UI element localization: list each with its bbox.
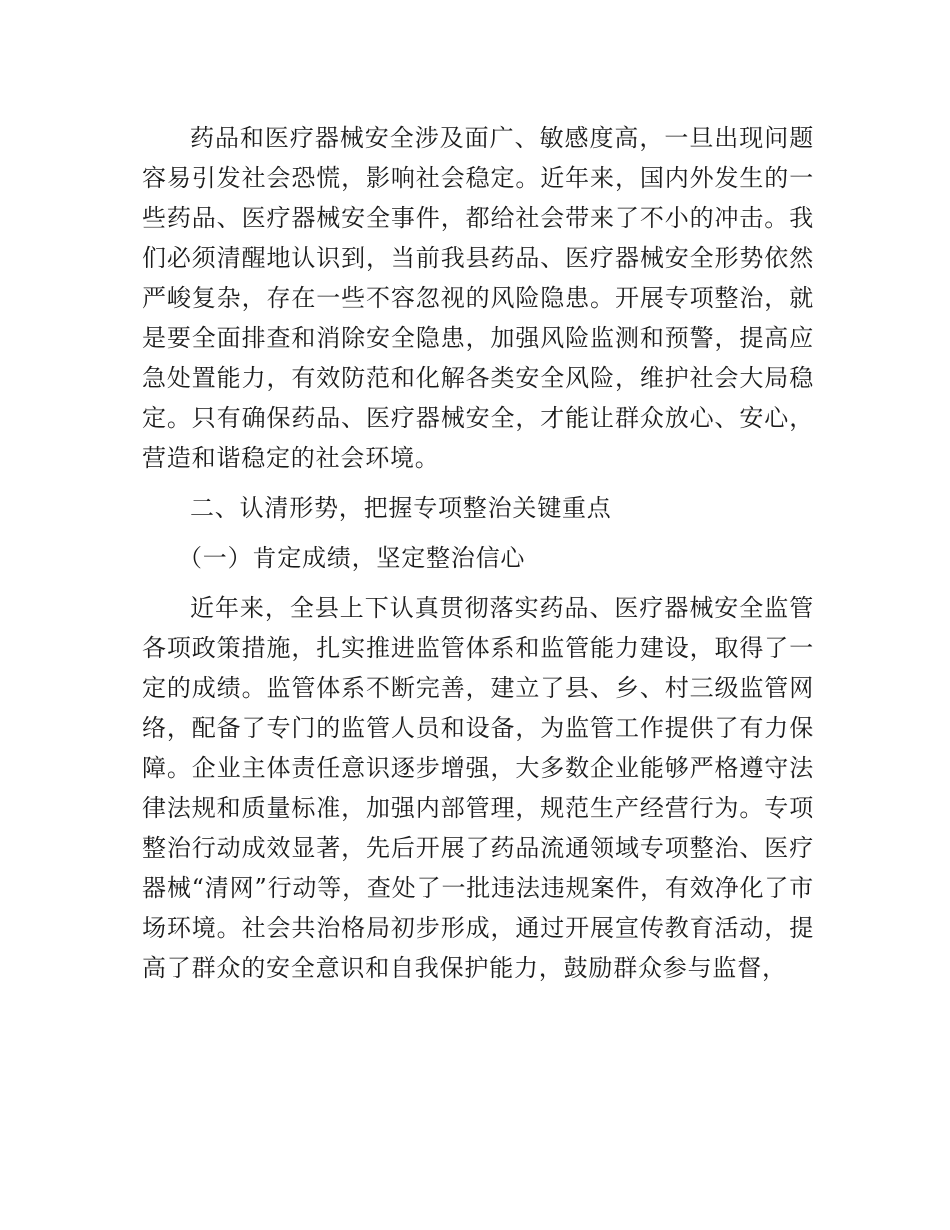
paragraph-risk-prevention: 药品和医疗器械安全涉及面广、敏感度高，一旦出现问题容易引发社会恐慌，影响社会稳定。近年来，国内外发生的一些药品、医疗器械安全事件，都给社会带来了不小的冲击。我们必须清醒地认识到，当前我县药品、医疗器械安全形势依然严峻复杂，存在一些不容忽视的风险隐患。开展专项整治，就是要全面排查和消除安全隐患，加强风险监测和预警，提高应急处置能力，有效防范和化解各类安全风险，维护社会大局稳定。只有确保药品、医疗器械安全，才能让群众放心、安心，营造和谐稳定的社会环境。	[142, 124, 814, 472]
subsection-heading-1: （一）肯定成绩，坚定整治信心	[178, 544, 526, 572]
document-body	[142, 118, 814, 998]
section-heading-2: 二、认清形势，把握专项整治关键重点	[190, 494, 612, 522]
paragraph-achievements: 近年来，全县上下认真贯彻落实药品、医疗器械安全监管各项政策措施，扎实推进监管体系和监管能力建设，取得了一定的成绩。监管体系不断完善，建立了县、乡、村三级监管网络，配备了专门的监管人员和设备，为监管工作提供了有力保障。企业主体责任意识逐步增强，大多数企业能够严格遵守法律法规和质量标准，加强内部管理，规范生产经营行为。专项整治行动成效显著，先后开展了药品流通领域专项整治、医疗器械“清网”行动等，查处了一批违法违规案件，有效净化了市场环境。社会共治格局初步形成，通过开展宣传教育活动，提高了群众的安全意识和自我保护能力，鼓励群众参与监督，	[142, 594, 814, 982]
